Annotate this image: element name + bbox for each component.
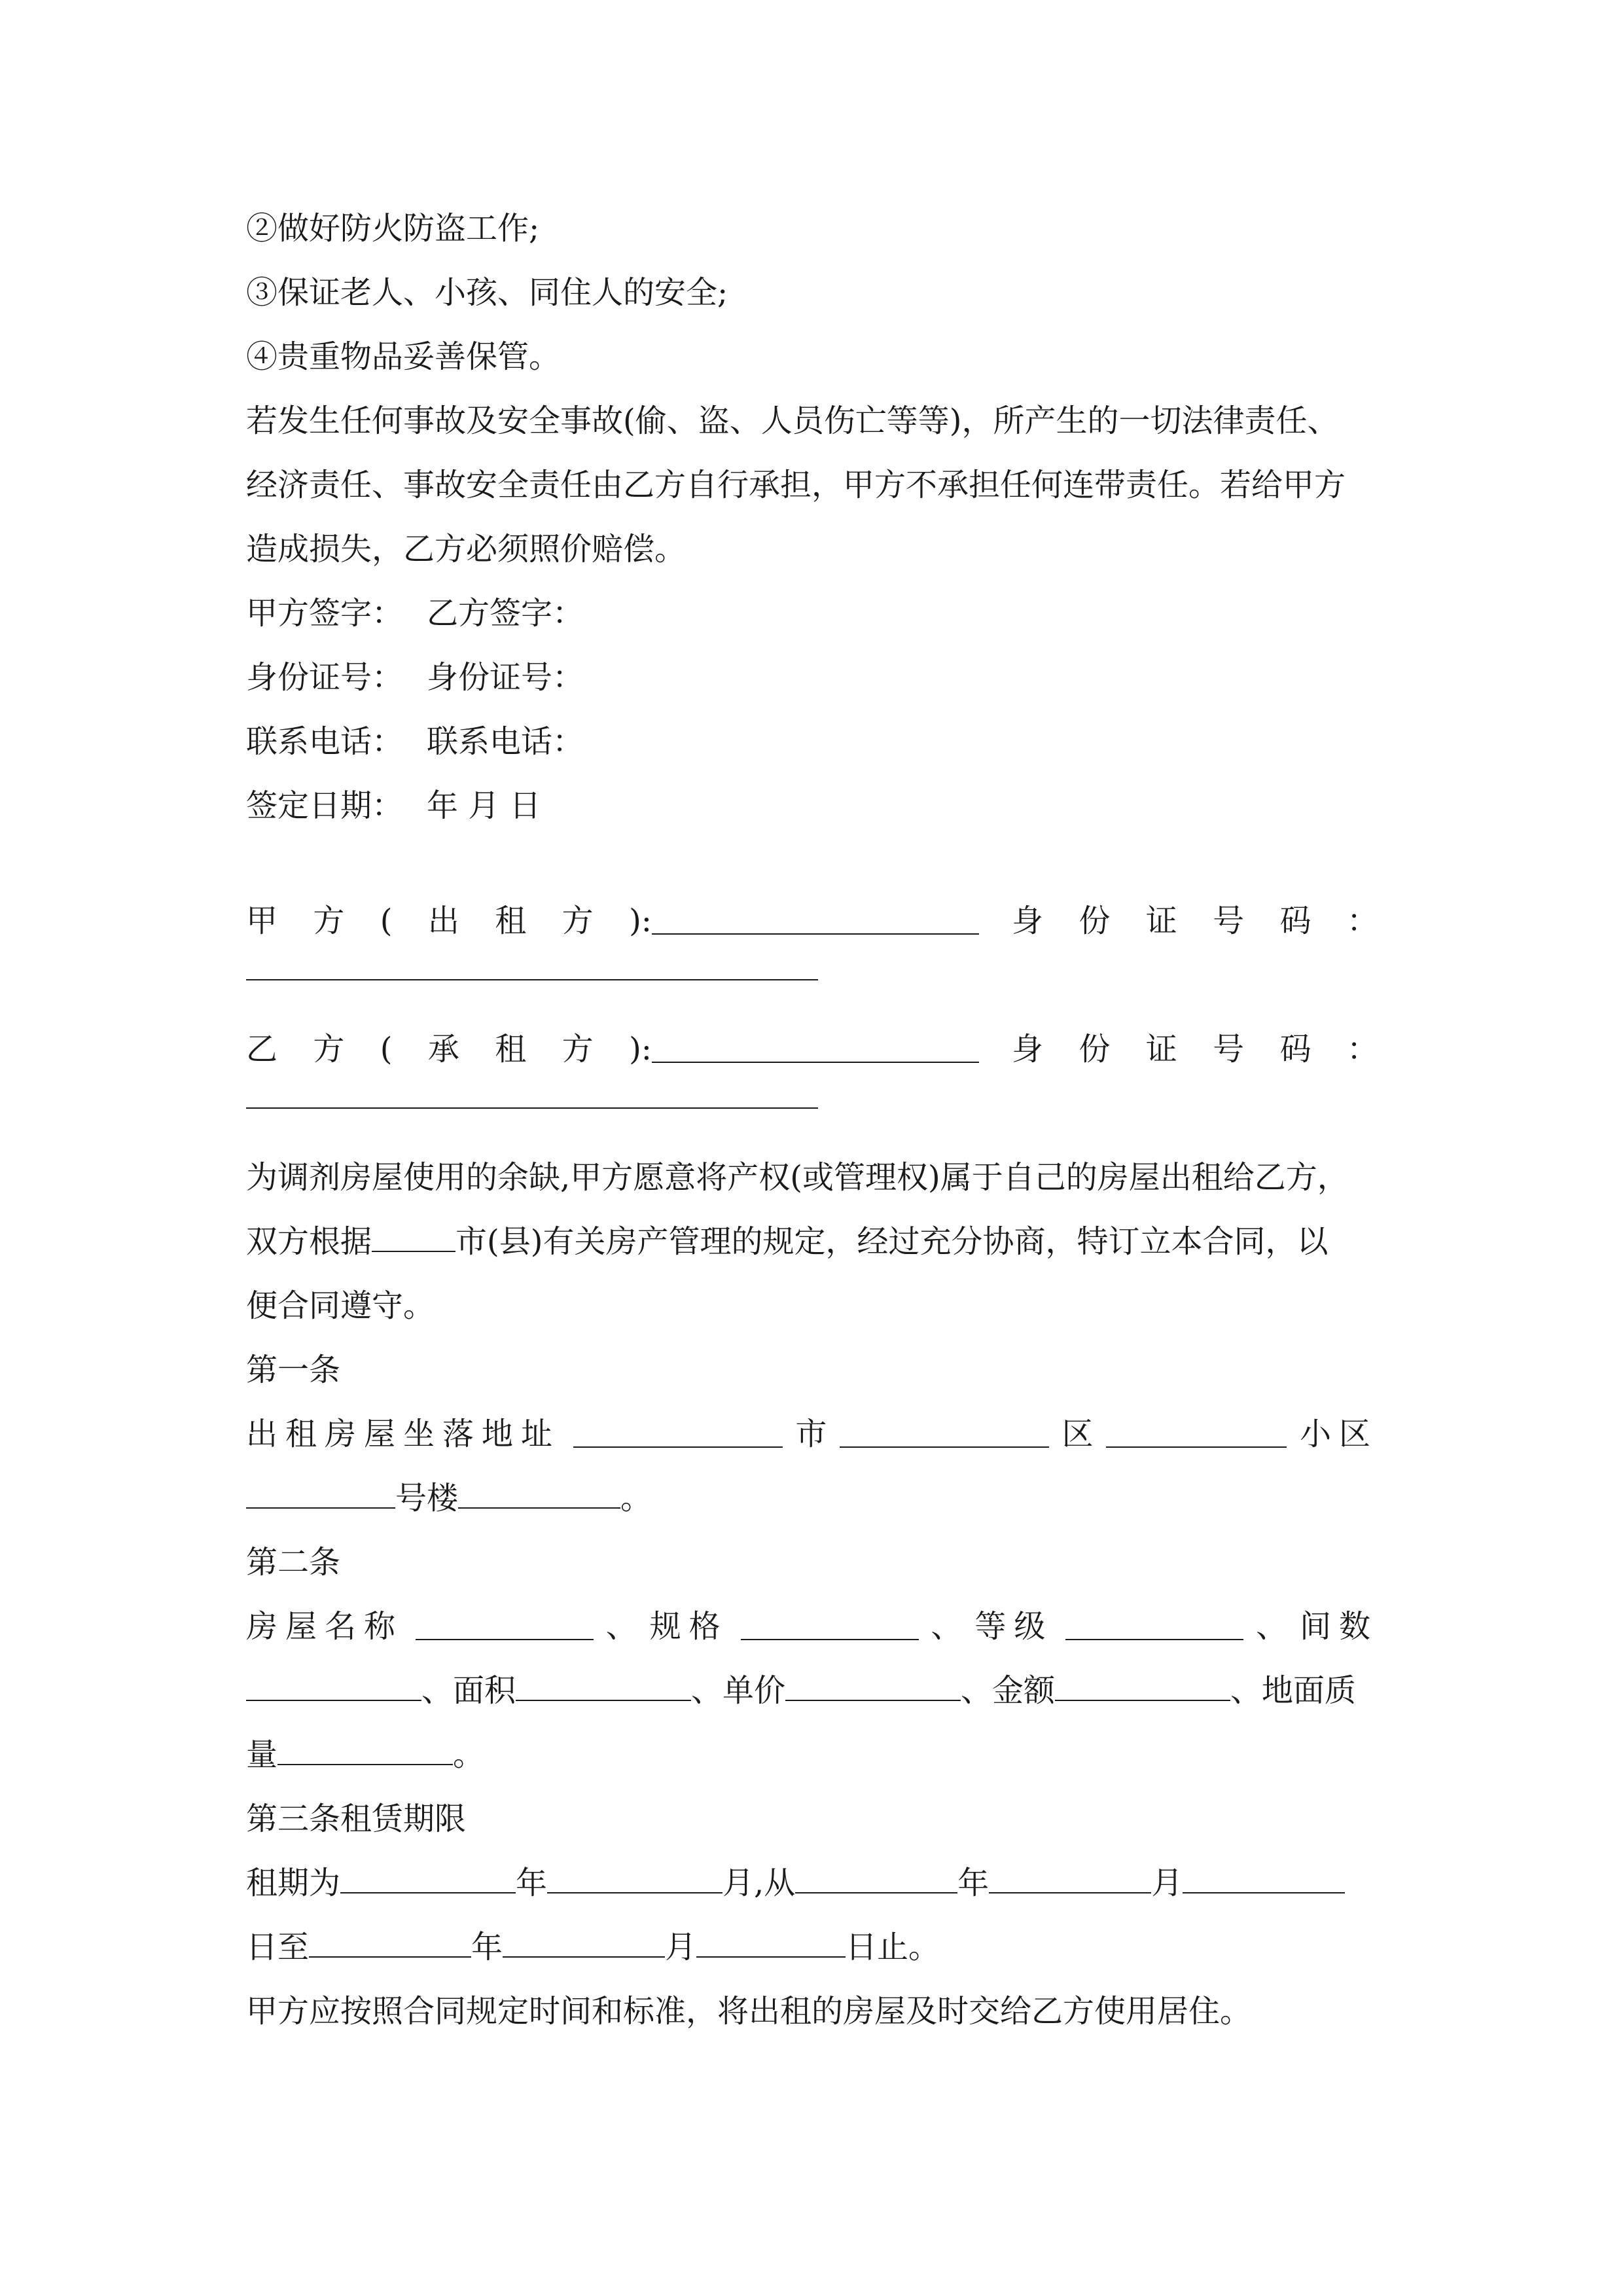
- intro-line-2: 双方根据 市(县)有关房产管理的规定，经过充分协商，特订立本合同，以: [246, 1210, 1378, 1274]
- article-3-title: 第三条租赁期限: [246, 1801, 467, 1837]
- city-county-blank[interactable]: [372, 1211, 455, 1252]
- rooms-blank[interactable]: [246, 1660, 421, 1701]
- article-1-building-line: 号楼 。: [246, 1466, 1378, 1530]
- district-label: 区: [1061, 1416, 1094, 1452]
- phone-row: [246, 709, 1378, 774]
- intro-line-3: 便合同遵守。: [246, 1287, 435, 1324]
- area-blank[interactable]: [516, 1660, 691, 1701]
- district-blank[interactable]: [1106, 1420, 1287, 1448]
- start-day-blank[interactable]: [1183, 1853, 1345, 1893]
- city-label: 市: [795, 1416, 827, 1452]
- city-blank[interactable]: [840, 1420, 1049, 1448]
- address-blank[interactable]: [573, 1420, 783, 1448]
- amount-blank[interactable]: [1055, 1660, 1230, 1701]
- start-month-blank[interactable]: [989, 1853, 1151, 1893]
- start-year-blank[interactable]: [795, 1853, 957, 1893]
- article-3-end-line: 日至 年 月 日止。: [246, 1915, 1378, 1979]
- item-valuables: ④贵重物品妥善保管。: [246, 338, 561, 375]
- end-day-blank[interactable]: [696, 1917, 846, 1958]
- liability-line-2: 经济责任、事故安全责任由乙方自行承担，甲方不承担任何连带责任。若给甲方: [246, 467, 1346, 503]
- party-a-id-blank[interactable]: [246, 953, 1378, 1017]
- term-months-blank[interactable]: [547, 1853, 722, 1893]
- signature-row: [246, 581, 1378, 645]
- term-years-blank[interactable]: [340, 1853, 516, 1893]
- intro-line-1: 为调剂房屋使用的余缺,甲方愿意将产权(或管理权)属于自己的房屋出租给乙方，: [246, 1159, 1349, 1196]
- unit-price-blank[interactable]: [785, 1660, 961, 1701]
- party-b-label: 乙 方 ( 承 租 方 ):: [246, 1031, 652, 1067]
- party-b-phone-label: 联系电话：: [427, 723, 584, 760]
- liability-line-3: 造成损失，乙方必须照价赔偿。: [246, 531, 687, 567]
- signing-date-row: [246, 774, 1378, 838]
- article-2-line-1: 房屋名称 、 规格 、 等级 、 间数: [246, 1608, 1378, 1645]
- end-year-blank[interactable]: [309, 1917, 471, 1958]
- party-a-label: 甲 方 ( 出 租 方 ):: [246, 903, 652, 939]
- party-b-id-label: 身 份 证 号 码 ：: [1012, 1031, 1378, 1067]
- grade-blank[interactable]: [1065, 1613, 1243, 1640]
- party-a-signature-label: 甲方签字：: [246, 595, 404, 632]
- article-2-title: 第二条: [246, 1544, 341, 1581]
- article-1-address-line: [246, 1402, 1378, 1466]
- end-month-blank[interactable]: [503, 1917, 665, 1958]
- party-b-id-blank[interactable]: [246, 1081, 1378, 1145]
- party-b-signature-label: 乙方签字：: [427, 595, 584, 632]
- community-blank[interactable]: [246, 1468, 395, 1509]
- signing-date-value: 年 月 日: [427, 787, 541, 824]
- floor-quality-blank[interactable]: [277, 1725, 453, 1765]
- address-label: 出租房屋坐落地址: [246, 1416, 561, 1452]
- party-a-line: [246, 889, 1378, 953]
- party-a-phone-label: 联系电话：: [246, 723, 404, 760]
- item-fire-prevention: ②做好防火防盗工作;: [246, 210, 540, 247]
- article-2-line-2: 、面积 、单价 、金额 、地面质: [246, 1659, 1378, 1723]
- house-name-blank[interactable]: [416, 1613, 594, 1640]
- signing-date-label: 签定日期：: [246, 787, 404, 824]
- delivery-clause: 甲方应按照合同规定时间和标准，将出租的房屋及时交给乙方使用居住。: [246, 1993, 1252, 2030]
- building-blank[interactable]: [458, 1468, 620, 1509]
- party-b-id-label: 身份证号：: [427, 659, 584, 696]
- article-1-title: 第一条: [246, 1352, 341, 1388]
- party-a-name-blank[interactable]: [652, 907, 979, 935]
- party-a-id-label: 身 份 证 号 码 ：: [1012, 903, 1378, 939]
- party-b-name-blank[interactable]: [652, 1035, 979, 1063]
- item-safety: ③保证老人、小孩、同住人的安全;: [246, 274, 728, 311]
- article-3-term-line: 租期为 年 月,从 年 月: [246, 1851, 1378, 1915]
- party-b-line: [246, 1017, 1378, 1081]
- document-page: [246, 196, 1378, 2043]
- spec-blank[interactable]: [741, 1613, 919, 1640]
- community-label: 小区: [1299, 1416, 1378, 1452]
- party-a-id-label: 身份证号：: [246, 659, 404, 696]
- liability-line-1: 若发生任何事故及安全事故(偷、盗、人员伤亡等等)，所产生的一切法律责任、: [246, 403, 1339, 439]
- article-2-line-3: 量 。: [246, 1723, 1378, 1787]
- id-number-row: [246, 645, 1378, 709]
